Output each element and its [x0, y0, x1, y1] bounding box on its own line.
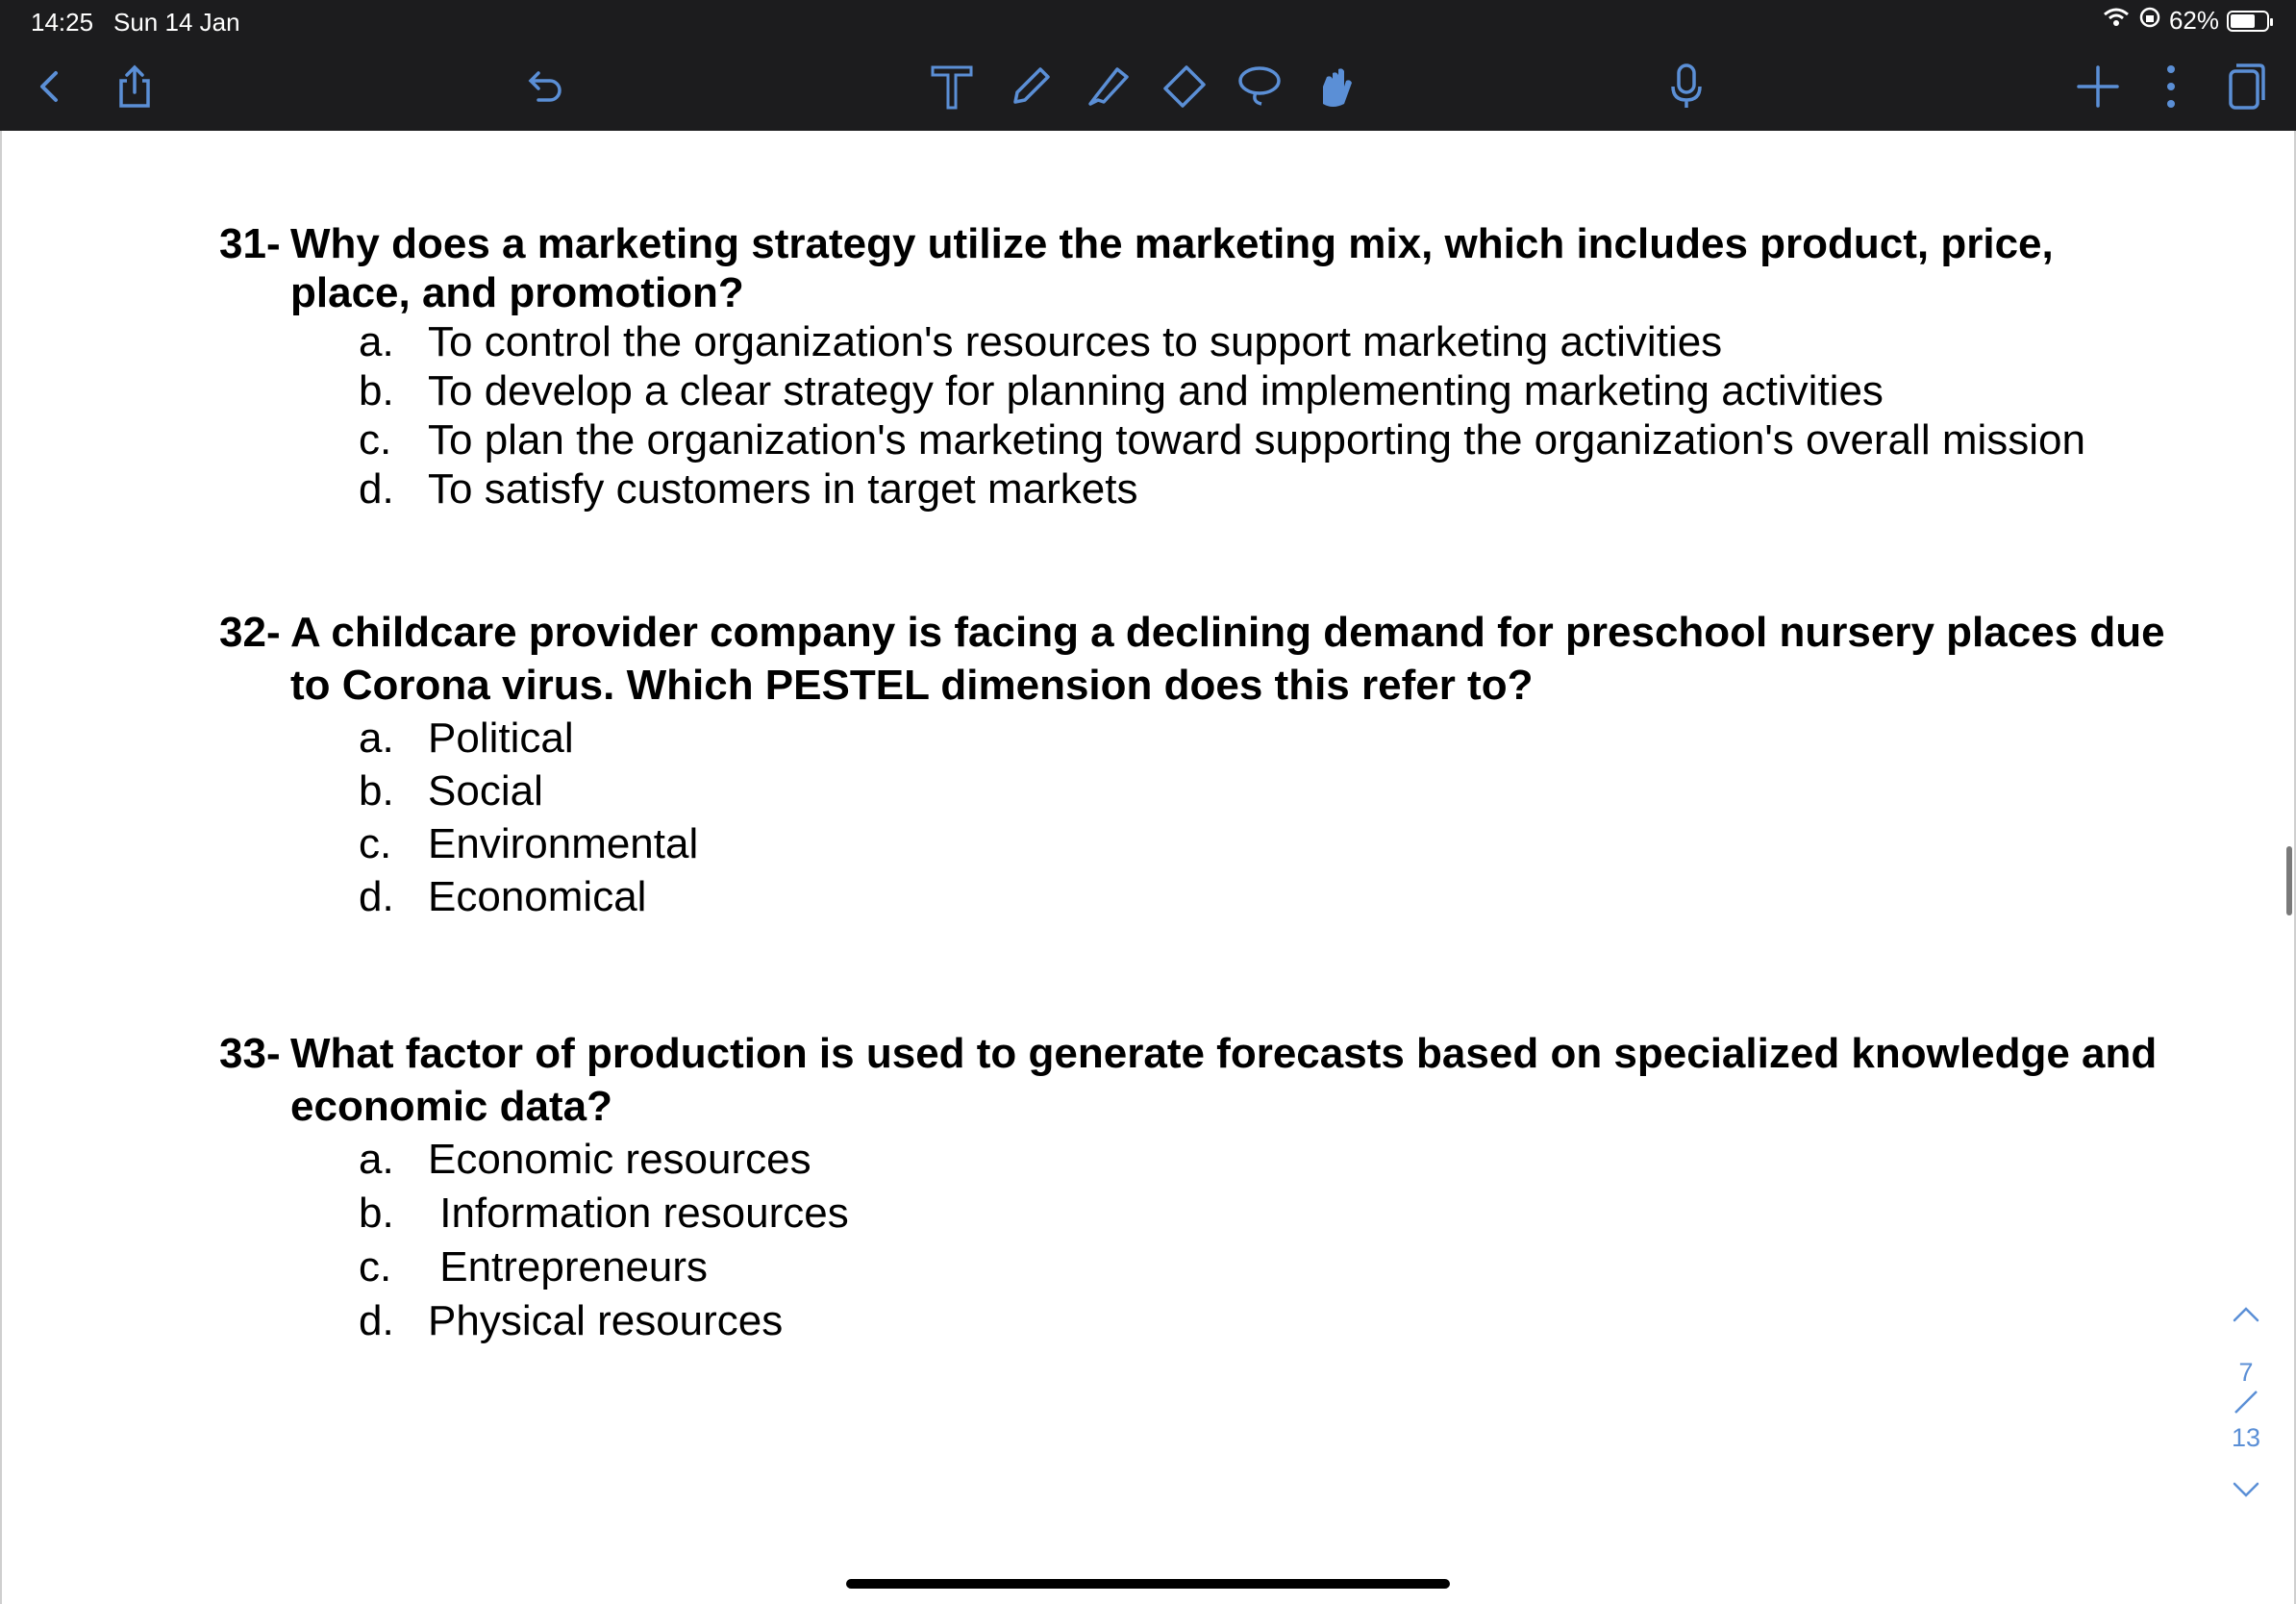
- text-tool-icon[interactable]: [927, 60, 977, 113]
- lasso-icon[interactable]: [1235, 60, 1285, 113]
- eraser-icon[interactable]: [1160, 60, 1210, 113]
- add-icon[interactable]: [2073, 60, 2123, 113]
- question-33: [219, 1027, 2181, 1348]
- question-number: 33-: [219, 1030, 281, 1077]
- battery-icon: [2227, 11, 2269, 32]
- option-letter: d.: [359, 465, 394, 513]
- microphone-icon[interactable]: [1661, 60, 1711, 113]
- current-page: 7: [2238, 1358, 2254, 1387]
- option-letter: d.: [359, 1297, 394, 1344]
- option-text: To satisfy customers in target markets: [428, 465, 1138, 513]
- document-page: [0, 131, 2296, 1604]
- hand-pointer-icon[interactable]: [1310, 60, 1360, 113]
- pen-icon[interactable]: [1006, 60, 1056, 113]
- option-letter: a.: [359, 318, 394, 365]
- undo-icon[interactable]: [519, 60, 569, 113]
- option-letter: a.: [359, 714, 394, 762]
- status-time: 14:25: [31, 8, 94, 37]
- status-date: Sun 14 Jan: [113, 8, 240, 37]
- more-icon[interactable]: [2146, 60, 2196, 113]
- orientation-lock-icon: [2138, 6, 2161, 36]
- total-pages: 13: [2231, 1423, 2261, 1452]
- page-navigator: [2219, 1303, 2273, 1508]
- option-text: Economical: [428, 873, 647, 920]
- question-31: [219, 219, 2181, 514]
- page-down-icon[interactable]: [2219, 1478, 2273, 1508]
- option-letter: b.: [359, 1190, 394, 1237]
- option-text: To plan the organization's marketing toward supporting the organization's overall mission: [428, 416, 2085, 464]
- back-icon[interactable]: [25, 60, 75, 113]
- option-letter: c.: [359, 820, 392, 867]
- page-up-icon[interactable]: [2219, 1303, 2273, 1333]
- share-icon[interactable]: [110, 60, 160, 113]
- question-text: Why does a marketing strategy utilize the marketing mix, which includes product, price, place, and promotion?: [290, 220, 2054, 316]
- option-letter: d.: [359, 873, 394, 920]
- wifi-icon: [2102, 6, 2131, 36]
- option-text: To control the organization's resources to support marketing activities: [428, 318, 1723, 365]
- pages-icon[interactable]: [2219, 60, 2269, 113]
- option-text: Political: [428, 714, 574, 762]
- home-indicator[interactable]: [846, 1579, 1450, 1589]
- question-number: 32-: [219, 609, 281, 656]
- option-text: To develop a clear strategy for planning and implementing marketing activities: [428, 367, 1884, 414]
- question-text: A childcare provider company is facing a declining demand for preschool nursery places due to Corona virus. Which PESTEL dimension does this refer to?: [290, 609, 2165, 709]
- option-text: Environmental: [428, 820, 699, 867]
- option-text: Social: [428, 767, 543, 815]
- highlighter-icon[interactable]: [1083, 60, 1133, 113]
- option-letter: c.: [359, 416, 392, 464]
- option-letter: c.: [359, 1243, 392, 1291]
- top-toolbar: [0, 0, 2296, 131]
- option-letter: b.: [359, 367, 394, 414]
- option-letter: b.: [359, 767, 394, 815]
- question-32: [219, 606, 2181, 923]
- page-slash-icon: [2219, 1388, 2273, 1423]
- battery-percent: 62%: [2168, 6, 2219, 35]
- option-text: Economic resources: [428, 1136, 811, 1183]
- status-right: [2102, 6, 2269, 36]
- option-text: Entrepreneurs: [428, 1243, 709, 1291]
- question-text: What factor of production is used to generate forecasts based on specialized knowledge and economic data?: [290, 1030, 2158, 1130]
- option-text: Information resources: [428, 1190, 849, 1237]
- option-text: Physical resources: [428, 1297, 784, 1344]
- scrollbar[interactable]: [2286, 846, 2292, 915]
- question-number: 31-: [219, 220, 281, 267]
- option-letter: a.: [359, 1136, 394, 1183]
